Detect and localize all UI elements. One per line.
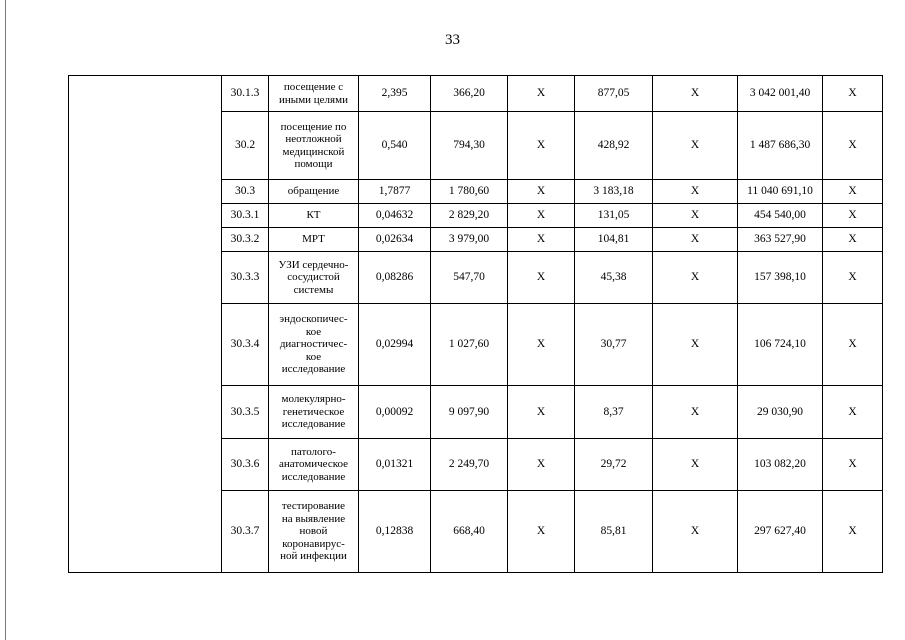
cell-value: 794,30 xyxy=(431,112,508,180)
cell-value: 0,02994 xyxy=(359,304,431,386)
cell-value: X xyxy=(653,228,738,252)
row-code: 30.3.5 xyxy=(222,386,269,439)
cell-value: X xyxy=(653,204,738,228)
row-name: тестирование на выявление новой коронавирус- ной инфекции xyxy=(269,491,359,573)
cell-value: 3 979,00 xyxy=(431,228,508,252)
cell-value: 668,40 xyxy=(431,491,508,573)
row-name: УЗИ сердечно- сосудистой системы xyxy=(269,252,359,304)
row-name: МРТ xyxy=(269,228,359,252)
cell-value: 2 249,70 xyxy=(431,439,508,491)
cell-value: X xyxy=(653,180,738,204)
row-name: обращение xyxy=(269,180,359,204)
cell-value: 0,04632 xyxy=(359,204,431,228)
cell-value: 428,92 xyxy=(575,112,653,180)
cell-value: 29,72 xyxy=(575,439,653,491)
cell-value: 877,05 xyxy=(575,76,653,112)
cell-value: 0,02634 xyxy=(359,228,431,252)
cell-value: 0,540 xyxy=(359,112,431,180)
row-code: 30.3 xyxy=(222,180,269,204)
cell-value: X xyxy=(823,304,883,386)
cell-value: 454 540,00 xyxy=(738,204,823,228)
row-code: 30.1.3 xyxy=(222,76,269,112)
cell-value: 1 487 686,30 xyxy=(738,112,823,180)
cell-value: 29 030,90 xyxy=(738,386,823,439)
cell-value: X xyxy=(823,252,883,304)
cell-value: X xyxy=(823,76,883,112)
row-code: 30.3.7 xyxy=(222,491,269,573)
row-name: патолого- анатомическое исследование xyxy=(269,439,359,491)
cell-value: X xyxy=(823,228,883,252)
row-name: посещение по неотложной медицинской помощи xyxy=(269,112,359,180)
cell-value: 2 829,20 xyxy=(431,204,508,228)
row-code: 30.3.3 xyxy=(222,252,269,304)
page-number: 33 xyxy=(445,32,460,48)
cell-value: 1,7877 xyxy=(359,180,431,204)
row-name: посещение с иными целями xyxy=(269,76,359,112)
cell-value: X xyxy=(823,386,883,439)
cell-value: X xyxy=(823,439,883,491)
cell-value: 3 042 001,40 xyxy=(738,76,823,112)
table-row xyxy=(69,76,883,112)
page-edge-rule xyxy=(5,0,6,640)
row-name: эндоскопичес- кое диагностичес- кое исследование xyxy=(269,304,359,386)
cell-value: 0,12838 xyxy=(359,491,431,573)
cell-value: 157 398,10 xyxy=(738,252,823,304)
cell-value: X xyxy=(823,112,883,180)
cell-value: X xyxy=(508,112,575,180)
merged-empty-cell xyxy=(69,76,222,573)
cell-value: 0,01321 xyxy=(359,439,431,491)
cell-value: X xyxy=(508,439,575,491)
row-name: КТ xyxy=(269,204,359,228)
cell-value: X xyxy=(508,228,575,252)
cell-value: X xyxy=(653,252,738,304)
cell-value: X xyxy=(653,112,738,180)
cell-value: X xyxy=(508,204,575,228)
cell-value: 9 097,90 xyxy=(431,386,508,439)
cell-value: 8,37 xyxy=(575,386,653,439)
cell-value: X xyxy=(508,252,575,304)
row-code: 30.3.4 xyxy=(222,304,269,386)
cell-value: 45,38 xyxy=(575,252,653,304)
cell-value: X xyxy=(823,180,883,204)
cell-value: X xyxy=(823,491,883,573)
cell-value: 547,70 xyxy=(431,252,508,304)
row-code: 30.3.6 xyxy=(222,439,269,491)
cell-value: 0,08286 xyxy=(359,252,431,304)
row-code: 30.3.2 xyxy=(222,228,269,252)
cell-value: X xyxy=(508,386,575,439)
cell-value: 106 724,10 xyxy=(738,304,823,386)
cell-value: 3 183,18 xyxy=(575,180,653,204)
cell-value: X xyxy=(653,76,738,112)
cell-value: 0,00092 xyxy=(359,386,431,439)
cell-value: X xyxy=(508,76,575,112)
cell-value: 297 627,40 xyxy=(738,491,823,573)
cell-value: 85,81 xyxy=(575,491,653,573)
cell-value: 131,05 xyxy=(575,204,653,228)
cell-value: 103 082,20 xyxy=(738,439,823,491)
cell-value: 2,395 xyxy=(359,76,431,112)
cell-value: 363 527,90 xyxy=(738,228,823,252)
cell-value: X xyxy=(653,491,738,573)
cell-value: X xyxy=(508,180,575,204)
cell-value: 1 027,60 xyxy=(431,304,508,386)
cell-value: 366,20 xyxy=(431,76,508,112)
row-name: молекулярно- генетическое исследование xyxy=(269,386,359,439)
row-code: 30.2 xyxy=(222,112,269,180)
cell-value: 104,81 xyxy=(575,228,653,252)
cell-value: X xyxy=(653,439,738,491)
cell-value: X xyxy=(508,491,575,573)
row-code: 30.3.1 xyxy=(222,204,269,228)
data-table xyxy=(68,75,883,573)
cell-value: 30,77 xyxy=(575,304,653,386)
cell-value: X xyxy=(508,304,575,386)
cell-value: X xyxy=(823,204,883,228)
cell-value: X xyxy=(653,386,738,439)
cell-value: 1 780,60 xyxy=(431,180,508,204)
cell-value: X xyxy=(653,304,738,386)
cell-value: 11 040 691,10 xyxy=(738,180,823,204)
